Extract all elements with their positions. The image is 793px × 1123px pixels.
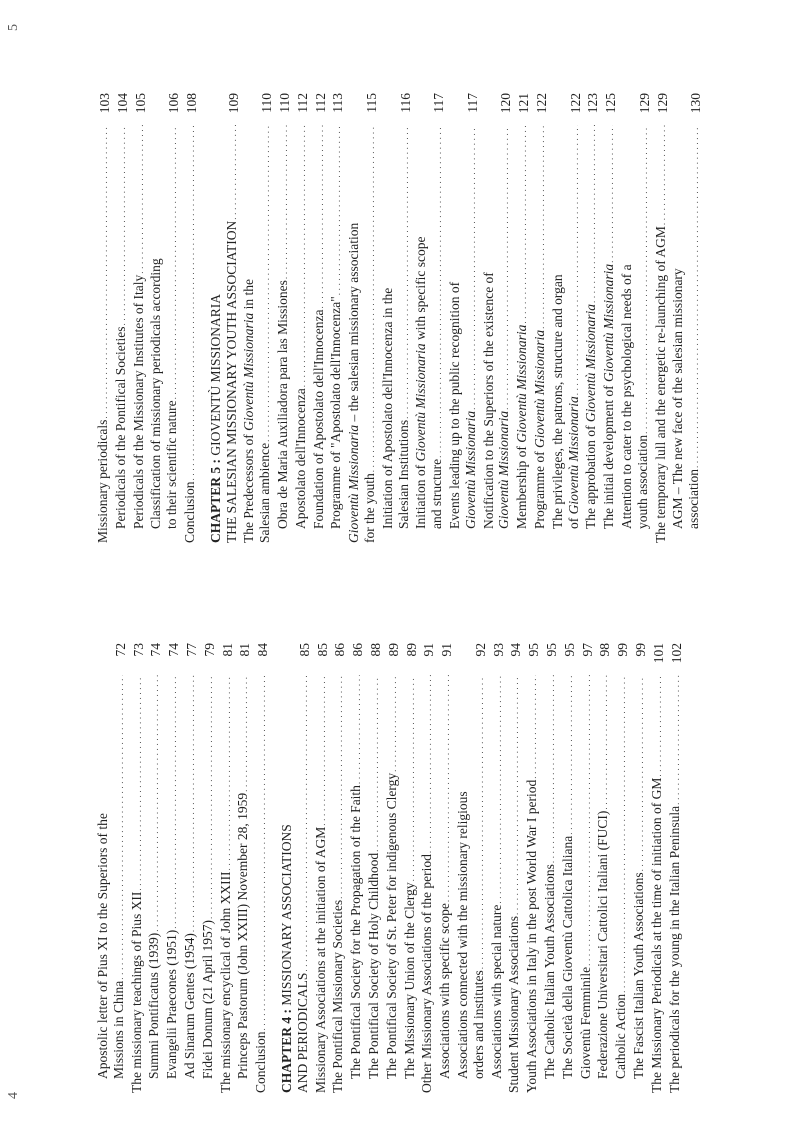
toc-page-number: 77 [183, 643, 199, 657]
toc-page-number: 73 [130, 643, 146, 657]
dot-leader [218, 675, 236, 870]
toc-entry [578, 643, 596, 1079]
toc-entry [218, 643, 236, 1093]
toc-entry-line: CHAPTER 4 : MISSIONARY ASSOCIATIONS [278, 824, 294, 1093]
toc-entry [113, 93, 131, 529]
toc-entry [164, 643, 182, 1079]
toc-page-number: 95 [543, 643, 559, 657]
toc-page-number: 94 [508, 643, 524, 657]
toc-entry-line: Events leading up to the public recognition of [446, 281, 462, 529]
toc-entry-line: Conclusion . . . [253, 675, 271, 1093]
toc-entry-line: for the youth . . . [362, 125, 380, 543]
toc-entry-line: Obra de Maria Auxiliadora para las Missiones . . . [275, 125, 293, 529]
toc-entry-line: Gioventù Femminile . . . [578, 675, 596, 1079]
toc-entry [182, 93, 200, 543]
dot-leader [471, 675, 489, 969]
toc-entry-line: The Pontifical Society of Holy Childhood . . . [366, 675, 384, 1079]
toc-entry-line: Federazione Universitari Cattolici Italiani (FUCI) . . . [595, 675, 613, 1079]
dot-leader [402, 675, 420, 881]
toc-entry [253, 643, 271, 1093]
toc-page-number: 81 [219, 643, 235, 657]
dot-leader [111, 675, 129, 980]
dot-leader [653, 125, 671, 225]
toc-entry-line: Programme of Gioventù Missionaria . . . [532, 125, 550, 529]
toc-page-number: 130 [688, 93, 704, 114]
toc-entry-line: CHAPTER 5 : GIOVENTÙ MISSIONARIA [207, 294, 223, 543]
toc-entry [275, 93, 293, 529]
toc-entry-line: The Società della Gioventù Cattolica Italiana . . . [560, 675, 578, 1079]
toc-entry [346, 93, 380, 543]
toc-entry [514, 93, 532, 529]
dot-leader [524, 675, 542, 779]
toc-entry [146, 643, 164, 1079]
toc-entry-line: The initial development of Gioventù Missionaria . . . [601, 125, 619, 529]
toc-page-number: 116 [397, 93, 413, 113]
toc-entry [182, 643, 200, 1079]
dot-leader [437, 675, 455, 902]
dot-leader [429, 125, 447, 458]
toc-entry-line: orders and institutes . . . [471, 675, 489, 1079]
toc-page-number: 122 [533, 93, 549, 114]
toc-entry-line: Associations with special nature . . . [489, 675, 507, 1079]
toc-entry-line: AND PERIODICALS . . . [295, 675, 313, 1093]
dot-leader [635, 125, 653, 434]
toc-entry [330, 643, 348, 1093]
toc-entry-line: The missionary encyclical of John XXIII . . . [218, 675, 236, 1093]
dot-leader [366, 675, 384, 852]
toc-entry [148, 93, 182, 529]
toc-page-number: 85 [314, 643, 330, 657]
dot-leader [330, 675, 348, 899]
toc-page-number: 95 [526, 643, 542, 657]
toc-entry [613, 643, 631, 1079]
toc-entry-line: The periodicals for the young in the Italian Peninsula . . . [667, 675, 685, 1093]
dot-leader [313, 675, 331, 826]
dot-leader [514, 125, 532, 324]
dot-leader [164, 125, 182, 399]
toc-entry-line: Gioventù Missionaria . . . [463, 125, 481, 529]
toc-entry [95, 643, 129, 1079]
toc-entry [542, 643, 560, 1079]
dot-leader [362, 125, 380, 472]
toc-entry-line: Catholic Action . . . [613, 675, 631, 1079]
toc-page-number: 120 [498, 93, 514, 114]
toc-page-number: 91 [439, 643, 455, 657]
toc-page-number: 105 [132, 93, 148, 114]
toc-entry [560, 643, 578, 1079]
toc-page-number: 104 [114, 93, 130, 114]
toc-page-number: 122 [567, 93, 583, 114]
toc-entry-line: Salesian ambience . . . [257, 125, 275, 543]
toc-page-number: 84 [255, 643, 271, 657]
dot-leader [348, 675, 366, 784]
dot-leader [146, 675, 164, 932]
dot-leader [95, 125, 113, 419]
toc-page-number: 79 [201, 643, 217, 657]
toc-entry-line: Summi Pontificatus (1939) . . . [146, 675, 164, 1079]
toc-entry-line: The Predecessors of Gioventù Missionaria in the [241, 279, 257, 543]
toc-entry [619, 93, 653, 529]
dot-leader [328, 125, 346, 295]
dot-leader [257, 125, 275, 442]
toc-entry-line: Missionary periodicals . . . [95, 125, 113, 543]
toc-entry-line: association . . . [686, 125, 704, 529]
toc-entry-line: Student Missionary Associations . . . [506, 675, 524, 1093]
toc-entry [402, 643, 420, 1079]
toc-entry-line: The Catholic Italian Youth Associations . . . [542, 675, 560, 1079]
toc-entry-line: and structure . . . [429, 125, 447, 529]
dot-leader [235, 675, 253, 792]
toc-entry [437, 643, 455, 1079]
toc-entry [366, 643, 384, 1079]
toc-page-number: 106 [166, 93, 182, 114]
dot-leader [542, 675, 560, 863]
toc-entry-line: Missionary Associations at the initiation of AGM . . . [313, 675, 331, 1093]
toc-entry-line: The approbation of Gioventù Missionaria . . . [583, 125, 601, 529]
dot-leader [182, 125, 200, 480]
dot-leader [601, 125, 619, 263]
dot-leader [686, 125, 704, 468]
toc-entry [653, 93, 671, 543]
toc-page-number: 95 [561, 643, 577, 657]
dot-leader [489, 675, 507, 904]
toc-page-number: 112 [312, 93, 328, 113]
toc-page-number: 98 [597, 643, 613, 657]
toc-entry [129, 643, 147, 1093]
toc-entry-line: Fidei Donum (21 April 1957) . . . [200, 675, 218, 1079]
dot-leader [463, 125, 481, 410]
toc-entry-line: Programme of "Apostolato dell'Innocenza" . . . [328, 125, 346, 529]
toc-entry [631, 643, 649, 1079]
toc-page-number: 99 [615, 643, 631, 657]
toc-entry [649, 643, 667, 1093]
toc-entry [131, 93, 149, 529]
toc-entry-line: Apostolato dell'Innocenza . . . [293, 125, 311, 529]
dot-leader [182, 675, 200, 932]
toc-entry-line: Initiation of Apostolato dell'Innocenza in the [379, 287, 395, 529]
dot-leader [295, 675, 313, 972]
toc-entry-line: The temporary lull and the energetic re-launching of AGM . . . [653, 125, 671, 543]
toc-entry [293, 93, 311, 529]
toc-entry [670, 93, 704, 529]
toc-entry [550, 93, 584, 529]
toc-entry-line: The privileges, the patrons, structure and organ [549, 274, 565, 529]
dot-leader [560, 675, 578, 835]
toc-entry-line: Ad Sinarum Gentes (1954) . . . [182, 675, 200, 1079]
dot-leader [649, 675, 667, 777]
toc-column-left [95, 643, 684, 1093]
toc-entry [481, 93, 515, 529]
dot-leader [384, 675, 402, 772]
toc-entry [235, 643, 253, 1079]
toc-page-number: 81 [237, 643, 253, 657]
dot-leader [131, 125, 149, 274]
toc-entry-line: youth association . . . [635, 125, 653, 529]
toc-page-number: 72 [112, 643, 128, 657]
toc-entry-line: Initiation of Gioventù Missionaria with specific scope [413, 236, 429, 529]
toc-entry-line: AGM – The new face of the salesian missionary [670, 268, 686, 529]
toc-entry [95, 93, 113, 543]
toc-page-number: 117 [431, 93, 447, 113]
toc-page-number: 109 [225, 93, 241, 114]
toc-entry [667, 643, 685, 1093]
toc-page-number: 74 [148, 643, 164, 657]
toc-entry-line: Gioventù Missionaria . . . [496, 125, 514, 529]
toc-page-number: 110 [259, 93, 275, 113]
toc-page-number: 115 [363, 93, 379, 113]
toc-entry-line: Salesian Institutions . . . [396, 125, 414, 529]
toc-entry [595, 643, 613, 1079]
dot-leader [631, 675, 649, 871]
toc-entry-line: The missionary teachings of Pius XII . . . [129, 675, 147, 1093]
dot-leader [275, 125, 293, 279]
toc-page-number: 89 [403, 643, 419, 657]
toc-entry-line: The Pontifical Society for the Propagation of the Faith . . . [348, 675, 366, 1079]
toc-entry-line: to their scientific nature . . . [164, 125, 182, 529]
toc-entry-line: The Pontifical Society of St. Peter for indigenous Clergy . . . [384, 675, 402, 1079]
toc-page-number: 121 [516, 93, 532, 114]
toc-column-right [95, 93, 704, 543]
toc-page-number: 88 [367, 643, 383, 657]
toc-page-number: 102 [668, 643, 684, 664]
toc-entry-line: THE SALESIAN MISSIONARY YOUTH ASSOCIATION . . . [224, 125, 242, 543]
dot-leader [566, 125, 584, 395]
dot-leader [532, 125, 550, 329]
toc-page-number: 113 [330, 93, 346, 113]
dot-leader [496, 125, 514, 410]
toc-entry-line: The Pontifical Missionary Societies . . . [330, 675, 348, 1093]
toc-entry-line: of Gioventù Missionaria . . . [566, 125, 584, 529]
dot-leader [613, 675, 631, 993]
toc-entry [419, 643, 437, 1093]
toc-entry [532, 93, 550, 529]
dot-leader [129, 675, 147, 891]
toc-page-number: 97 [579, 643, 595, 657]
toc-page-number: 74 [166, 643, 182, 657]
toc-page-number: 86 [332, 643, 348, 657]
dot-leader [293, 125, 311, 387]
dot-leader [253, 675, 271, 1030]
toc-entry [413, 93, 447, 529]
toc-page-number: 112 [294, 93, 310, 113]
toc-entry [489, 643, 507, 1079]
dot-leader [419, 675, 437, 853]
toc-page-number: 110 [276, 93, 292, 113]
toc-entry [384, 643, 402, 1079]
toc-page-number: 103 [97, 93, 112, 114]
toc-entry-line: Missions in China . . . [111, 675, 129, 1079]
toc-entry [583, 93, 601, 529]
toc-entry-line: Foundation of Apostolato dell'Innocenza . . . [311, 125, 329, 529]
toc-page-number: 92 [472, 643, 488, 657]
dot-leader [667, 675, 685, 805]
toc-entry-line: The Missionary Union of the Clergy . . . [402, 675, 420, 1079]
toc-entry-line: Classification of missionary periodicals according [148, 258, 164, 529]
toc-entry-line: Apostolic letter of Pius XI to the Superiors of the [95, 813, 110, 1079]
dot-leader [311, 125, 329, 308]
toc-entry-line: Membership of Gioventù Missionaria . . . [514, 125, 532, 529]
toc-entry [279, 643, 313, 1093]
toc-entry-line: Periodicals of the Pontifical Societies . . . [113, 125, 131, 529]
toc-entry [208, 93, 242, 543]
toc-entry [348, 643, 366, 1079]
toc-entry [601, 93, 619, 529]
toc-page-number: 89 [385, 643, 401, 657]
toc-page-number: 101 [650, 643, 666, 664]
toc-entry [447, 93, 481, 529]
toc-entry-line: Conclusion . . . [182, 125, 200, 543]
toc-entry-line: Associations connected with the missionary religious [454, 791, 470, 1079]
toc-entry [455, 643, 489, 1079]
toc-entry-line: Notification to the Superiors of the existence of [480, 272, 496, 529]
toc-entry-line: Youth Associations in Italy in the post World War I period . . . [524, 675, 542, 1093]
dot-leader [583, 125, 601, 303]
toc-entry [241, 93, 275, 543]
toc-entry-line: The Missionary Periodicals at the time of initiation of GM . . . [649, 675, 667, 1093]
toc-page-number: 85 [296, 643, 312, 657]
toc-entry-line: The Fascist Italian Youth Associations . . . [631, 675, 649, 1079]
toc-entry-line: Other Missionary Associations of the period . . . [419, 675, 437, 1093]
toc-page-number: 99 [632, 643, 648, 657]
toc-entry-line: Evangelii Praecones (1951) . . . [164, 675, 182, 1079]
toc-entry [524, 643, 542, 1093]
toc-entry [313, 643, 331, 1093]
dot-leader [164, 675, 182, 929]
toc-page-number: 129 [636, 93, 652, 114]
toc-entry [328, 93, 346, 529]
toc-page-number: 93 [490, 643, 506, 657]
page-number-left: 4 [6, 1092, 21, 1099]
dot-leader [578, 675, 596, 966]
toc-page-number: 117 [464, 93, 480, 113]
toc-entry-line: Princeps Pastorum (John XXIII) November 28, 1959 . . . [235, 675, 253, 1079]
dot-leader [506, 675, 524, 915]
toc-entry-line: Periodicals of the Missionary Institutes of Italy . . . [131, 125, 149, 529]
toc-page-number: 125 [603, 93, 619, 114]
toc-page-number: 86 [350, 643, 366, 657]
dot-leader [595, 675, 613, 810]
dot-leader [113, 125, 131, 326]
dot-leader [396, 125, 414, 419]
toc-entry-line: Gioventù Missionaria – the salesian missionary association [346, 222, 362, 543]
toc-entry [311, 93, 329, 529]
toc-page-number: 129 [654, 93, 670, 114]
page-number-right: 5 [6, 24, 21, 31]
dot-leader [200, 675, 218, 919]
toc-entry-line: Attention to cater to the psychological needs of a [618, 264, 634, 529]
toc-entry [506, 643, 524, 1093]
toc-page-number: 108 [183, 93, 199, 114]
dot-leader [224, 125, 242, 220]
toc-entry [380, 93, 414, 529]
toc-page-number: 91 [421, 643, 437, 657]
toc-entry [200, 643, 218, 1079]
toc-page-number: 123 [585, 93, 601, 114]
toc-entry-line: Associations with specific scope . . . [437, 675, 455, 1079]
